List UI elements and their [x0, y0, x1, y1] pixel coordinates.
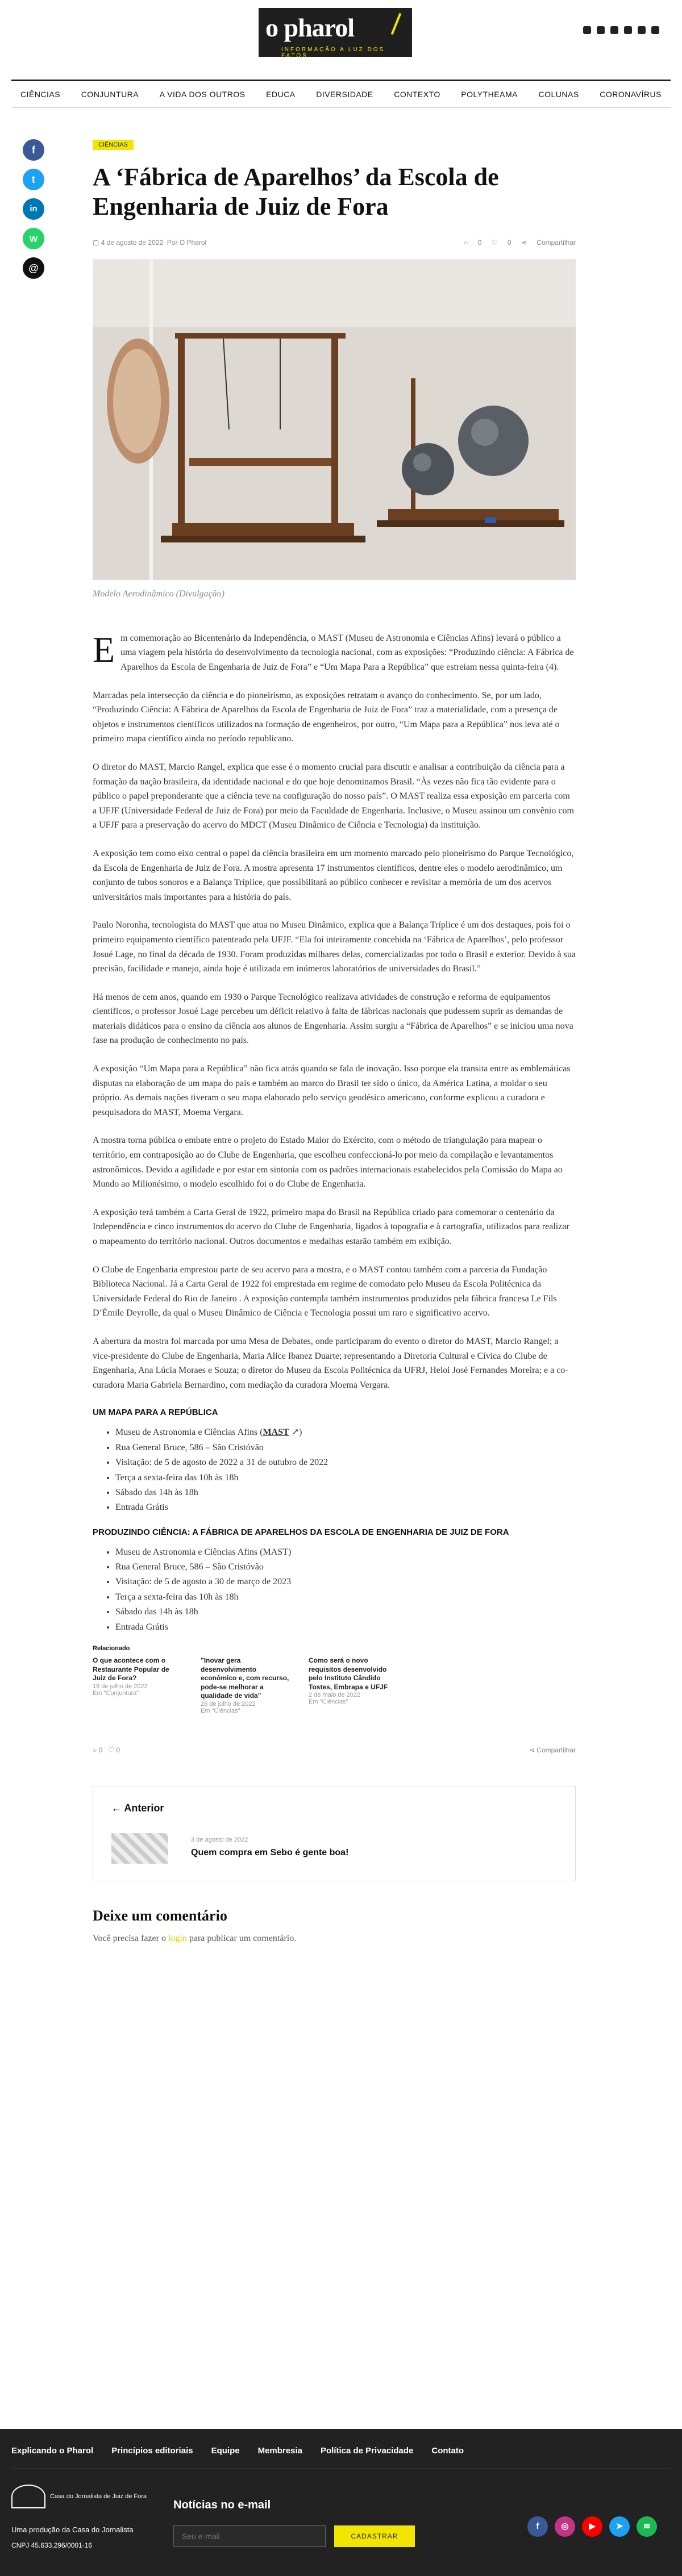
nav-item-conjuntura[interactable]: CONJUNTURA: [81, 90, 139, 99]
related-post[interactable]: [93, 1656, 184, 1714]
footer-links: [11, 2446, 464, 2456]
footer-link-privacidade[interactable]: Política de Privacidade: [320, 2446, 414, 2456]
footer-cnpj: CNPJ 45.633.296/0001-16: [11, 2541, 93, 2549]
related-post-date: 2 de maio de 2022: [309, 1692, 361, 1699]
article-bottom-meta: [93, 1746, 576, 1754]
footer-socials: [527, 2516, 657, 2537]
list-item: • Terça a sexta-feira das 10h às 18h: [115, 1590, 576, 1605]
like-count: 0: [116, 1746, 120, 1754]
header-socials: [583, 26, 659, 34]
list-item: • Sábado das 14h às 18h: [115, 1605, 576, 1619]
comment-notice-text: para publicar um comentário.: [186, 1934, 297, 1943]
login-link[interactable]: login: [168, 1934, 187, 1943]
list-item: • Entrada Grátis: [115, 1620, 576, 1635]
paragraph: O Clube de Engenharia emprestou parte de seu acervo para a mostra, e o MAST contou também com a parceria da Fundação Biblioteca Nacional. Já a Carta Geral de 1922 foi emprestada em regime de comodato pelo Museu da Escola Politécnica da Universidade Federal do Rio de Janeiro . A exposição contempla também instrumentos produzidos pela fábrica francesa Le Fils D’Émile Deyrolle, da qual o Museu Dinâmico de Ciência e Tecnologia possui um raro e significativo acervo.: [93, 1264, 557, 1318]
hero-image: [93, 259, 576, 580]
casa-do-jornalista-logo: [11, 2485, 147, 2508]
list-item: • Visitação: de 5 de agosto a 30 de março de 2023: [115, 1575, 576, 1589]
drop-cap: E: [93, 629, 115, 670]
logo-title: o pharol: [265, 13, 355, 42]
spotify-icon[interactable]: [624, 26, 632, 34]
paragraph-text: m comemoração ao Bicentenário da Independência, o MAST (Museu de Astronomia e Ciências Afins) levará o público a uma viagem pela história do desenvolvimento da tecnologia nacional, com as exposições: “Produzindo ciência: A Fábrica de Aparelhos da Escola de Engenharia de Juiz de Fora” e “Um Mapa Para a República” que estreiam nessa quinta-feira (4).: [120, 633, 574, 672]
whatsapp-icon[interactable]: w: [23, 228, 44, 249]
related-post-category: Em "Ciências": [201, 1707, 240, 1714]
list-item-text: ): [299, 1427, 302, 1438]
footer-link-contato[interactable]: Contato: [431, 2446, 464, 2456]
youtube-icon[interactable]: [610, 26, 618, 34]
paragraph: Paulo Noronha, tecnologista do MAST que atua no Museu Dinâmico, explica que a Balança Tríplice é um dos destaques, pois foi o primeiro equipamento científico patenteado pela UFJF. “Ela foi inteiramente concebida na ‘Fábrica de Aparelhos’, pelo professor Josué Lage, no final da década de 1930. Foram produzidas milhares delas, comercializadas por todo o Brasil e exterior. Devido à sua precisão, facilidade e manejo, ainda hoje é utilizada em inúmeros laboratórios de universidades do Brasil.”: [93, 920, 576, 974]
logo-tagline: INFORMAÇÃO A LUZ DOS FATOS: [281, 47, 385, 59]
paragraph: A mostra torna pública o embate entre o projeto do Estado Maior do Exército, com o método de triangulação para mapear o território, em contraposição ao do Clube de Engenharia, que escolheu confeccioná-lo por meio da compilação e levantamentos astronômicos. Devido a agilidade e por estar em sintonia com os padrões internacionais estabelecidos pela Comissão do Mapa ao Mundo ao Milionésimo, o modelo escolhido foi o do Clube de Engenharia.: [93, 1135, 563, 1189]
list-item: • Rua General Bruce, 586 – São Cristóvão: [115, 1560, 576, 1575]
paragraph: O diretor do MAST, Marcio Rangel, explica que esse é o momento crucial para discutir e analisar a contribuição da ciência para a formação da nação brasileira, da identidade nacional e do que hoje denominamos Brasil. “Às vezes não fica tão evidente para o público o papel preponderante que a ciência teve na configuração do nosso país”. O MAST realiza essa exposição em parceria com a UFJF (Universidade Federal de Juiz de Fora) por meio da Faculdade de Engenharia. Inclusive, o Museu assinou um convênio com a UFJF para a preservação do acervo do MDCT (Museu Dinâmico de Ciência e Tecnologia) da instituição.: [93, 762, 574, 830]
share-column: [23, 139, 44, 279]
logo-lighthouse-mark: [391, 13, 402, 35]
twitter-icon[interactable]: t: [23, 169, 44, 190]
footer-production: Uma produção da Casa do Jornalista: [11, 2525, 134, 2534]
newsletter-subscribe-button[interactable]: CADASTRAR: [334, 2525, 415, 2547]
exhibit-info-list: [115, 1425, 576, 1515]
article-body: [93, 631, 576, 1635]
section-heading: PRODUZINDO CIÊNCIA: A FÁBRICA DE APARELHOS DA ESCOLA DE ENGENHARIA DE JUIZ DE FORA: [93, 1527, 509, 1537]
related-post-title[interactable]: Como será o novo requisitos desenvolvido pelo Instituto Cândido Tostes, Embrapa e UFJF: [309, 1656, 388, 1691]
previous-label[interactable]: [111, 1802, 557, 1814]
nav-item-coronavirus[interactable]: CORONAVÍRUS: [600, 90, 662, 99]
footer-link-equipe[interactable]: Equipe: [211, 2446, 240, 2456]
facebook-icon[interactable]: f: [527, 2516, 548, 2537]
related-posts: [93, 1656, 576, 1714]
author-link[interactable]: O Pharol: [179, 238, 207, 247]
related-post[interactable]: [309, 1656, 400, 1714]
telegram-icon[interactable]: [638, 26, 646, 34]
nav-item-polytheama[interactable]: POLYTHEAMA: [461, 90, 518, 99]
article: [93, 139, 576, 1944]
related-post-category: Em "Conjuntura": [93, 1689, 139, 1697]
main-nav: [11, 80, 671, 108]
nav-item-contexto[interactable]: CONTEXTO: [394, 90, 440, 99]
casa-logo-mark: [11, 2485, 45, 2508]
exhibit-info-list: [115, 1545, 576, 1635]
aerodynamic-model-illustration: [93, 259, 576, 580]
list-item-text: Museu de Astronomia e Ciências Afins (: [115, 1427, 263, 1438]
nav-item-diversidade[interactable]: DIVERSIDADE: [316, 90, 373, 99]
comment-notice-text: Você precisa fazer o: [93, 1934, 168, 1943]
author-prefix: Por: [167, 238, 178, 247]
telegram-icon[interactable]: ➤: [609, 2516, 630, 2537]
list-item: • Visitação: de 5 de agosto de 2022 a 31 de outubro de 2022: [115, 1455, 576, 1470]
previous-label-text: Anterior: [124, 1802, 164, 1814]
nav-item-educa[interactable]: EDUCA: [266, 90, 296, 99]
nav-item-a-vida-dos-outros[interactable]: A VIDA DOS OUTROS: [159, 90, 246, 99]
spotify-icon[interactable]: ≋: [637, 2516, 657, 2537]
nav-item-colunas[interactable]: COLUNAS: [538, 90, 579, 99]
footer-link-explicando[interactable]: Explicando o Pharol: [11, 2446, 94, 2456]
like-count: 0: [507, 238, 512, 247]
site-header: [0, 0, 682, 99]
instagram-icon[interactable]: [597, 26, 605, 34]
casa-logo-text: Casa do Jornalista de Juiz de Fora: [50, 2493, 147, 2500]
list-item: • Rua General Bruce, 586 – São Cristóvão: [115, 1441, 576, 1455]
section-heading: UM MAPA PARA A REPÚBLICA: [93, 1408, 218, 1418]
youtube-icon[interactable]: ▶: [582, 2516, 602, 2537]
article-date: 4 de agosto de 2022: [101, 238, 164, 247]
share-icon[interactable]: ⋖ Compartilhar: [521, 238, 576, 247]
facebook-icon[interactable]: [583, 26, 591, 34]
newsletter-heading: Notícias no e-mail: [173, 2499, 271, 2511]
threads-icon[interactable]: @: [23, 257, 44, 279]
linkedin-icon[interactable]: in: [23, 198, 44, 220]
site-footer: [0, 2429, 682, 2576]
list-item: [115, 1425, 576, 1440]
previous-post-box[interactable]: [93, 1786, 576, 1881]
paragraph: [93, 631, 576, 675]
share-label: Compartilhar: [537, 1746, 576, 1754]
related-post-title[interactable]: O que acontece com o Restaurante Popular de Juiz de Fora?: [93, 1656, 169, 1682]
comment-notice: [93, 1934, 576, 1944]
hero-caption: Modelo Aerodinâmico (Divulgação): [93, 588, 224, 599]
calendar-icon: ▢: [93, 238, 99, 247]
paragraph: A exposição “Um Mapa para a República” não fica atrás quando se fala de inovação. Isso porque ela transita entre as emblemáticas disputas na elaboração de um mapa do país e também ao marco do Brasil ter sido o único, da América Latina, a moldar o seu próprio. As demais nações tiveram o seu mapa elaborado pelo serviço geodésico americano, conforme explicou a curadora e pesquisadora do MAST, Moema Vergara.: [93, 1064, 571, 1117]
nav-item-ciencias[interactable]: CIÊNCIAS: [20, 90, 61, 99]
heart-icon[interactable]: ♡ 0: [108, 1746, 120, 1754]
previous-post-thumbnail[interactable]: [111, 1833, 168, 1864]
newsletter-email-input[interactable]: [173, 2525, 326, 2547]
comment-icon[interactable]: ○ 0: [464, 238, 482, 247]
previous-post-title[interactable]: Quem compra em Sebo é gente boa!: [191, 1848, 349, 1857]
share-label: Compartilhar: [537, 238, 576, 247]
site-logo[interactable]: [259, 8, 412, 57]
comment-icon[interactable]: ○ 0: [93, 1746, 103, 1754]
mast-link[interactable]: MAST: [263, 1427, 289, 1438]
footer-link-membresia[interactable]: Membresia: [257, 2446, 302, 2456]
heart-icon[interactable]: ♡ 0: [491, 238, 512, 247]
comment-count: 0: [477, 238, 482, 247]
list-item: • Terça a sexta-feira das 10h às 18h: [115, 1471, 576, 1485]
comment-heading: Deixe um comentário: [93, 1907, 227, 1924]
related-post-title[interactable]: "Inovar gera desenvolvimento econômico e, com recurso, pode-se melhorar a qualidade de vida": [201, 1656, 289, 1700]
related-heading: Relacionado: [93, 1645, 130, 1652]
facebook-icon[interactable]: f: [23, 139, 44, 161]
related-post-date: 26 de julho de 2022: [201, 1701, 256, 1707]
article-title: A ‘Fábrica de Aparelhos’ da Escola de Engenharia de Juiz de Fora: [93, 163, 499, 220]
related-post-category: Em "Ciências": [309, 1698, 348, 1706]
search-icon[interactable]: [651, 26, 659, 34]
external-link-icon: ↗: [289, 1427, 300, 1438]
share-icon[interactable]: ⋖ Compartilhar: [529, 1746, 576, 1754]
chevron-left-icon: ←: [111, 1802, 124, 1814]
paragraph: A exposição tem como eixo central o papel da ciência brasileira em um momento marcado pelo pioneirismo do Parque Tecnológico, da Escola de Engenharia de Juiz de Fora. A mostra apresenta 17 instrumentos científicos, dentre eles o modelo aerodinâmico, um conjunto de tubos sonoros e a Balança Tríplice, que possibilitará ao público conhecer e revisitar a memória de um dos acervos universitários mais importantes para a história do país.: [93, 848, 574, 902]
comment-count: 0: [98, 1746, 103, 1754]
paragraph: Marcadas pela intersecção da ciência e do pioneirismo, as exposições retratam o avanço do conhecimento. Se, por um lado, “Produzindo Ciência: A Fábrica de Aparelhos da Escola de Engenharia de Juiz de Fora” traz a materialidade, com a presença de objetos e instrumentos científicos utilizados na formação de engenheiros, por outro, “Um Mapa para a República” nos leva até o primeiro mapa científico ainda no período republicano.: [93, 690, 560, 744]
category-badge[interactable]: CIÊNCIAS: [93, 140, 134, 150]
paragraph: A exposição terá também a Carta Geral de 1922, primeiro mapa do Brasil na República criado para comemorar o centenário da Independência e cinco instrumentos do acervo do Clube de Engenharia, ligados à topografia e à cartografia, utilizados para realizar o mapeamento do território nacional. Outros documentos e medalhas estarão também em exibição.: [93, 1207, 569, 1246]
list-item: • Museu de Astronomia e Ciências Afins (MAST): [115, 1545, 576, 1560]
paragraph: Há menos de cem anos, quando em 1930 o Parque Tecnológico realizava atividades de construção e reforma de equipamentos científicos, o professor Josué Lage percebeu um déficit relativo à falta de fábricas nacionais que pudessem suprir as demandas de materiais didáticos para o ensino da ciência aos alunos de Engenharia. Assim surgiu a “Fábrica de Aparelhos” e se iniciou uma nova fase na produção de conhecimento no país.: [93, 992, 573, 1046]
related-post[interactable]: [201, 1656, 292, 1714]
previous-post-date: 3 de agosto de 2022: [191, 1836, 248, 1843]
list-item: • Sábado das 14h às 18h: [115, 1485, 576, 1500]
article-meta: [93, 239, 576, 247]
paragraph: A abertura da mostra foi marcada por uma Mesa de Debates, onde participaram do evento o diretor do MAST, Marcio Rangel; a vice-presidente do Clube de Engenharia, Maria Alice Ibanez Duarte; representando a Diretoria Cultural e Cívica do Clube de Engenharia, Ana Lúcia Moraes e Souza; o diretor do Museu da Escola Politécnica da UFRJ, Heloi José Fernandes Moreira; e a co-curadora Maria Gabriela Bernardino, com mediação da curadora Moema Vergara.: [93, 1336, 568, 1390]
instagram-icon[interactable]: ◎: [555, 2516, 575, 2537]
list-item: • Entrada Grátis: [115, 1500, 576, 1515]
footer-link-principios[interactable]: Princípios editoriais: [111, 2446, 193, 2456]
related-post-date: 19 de julho de 2022: [93, 1682, 148, 1690]
